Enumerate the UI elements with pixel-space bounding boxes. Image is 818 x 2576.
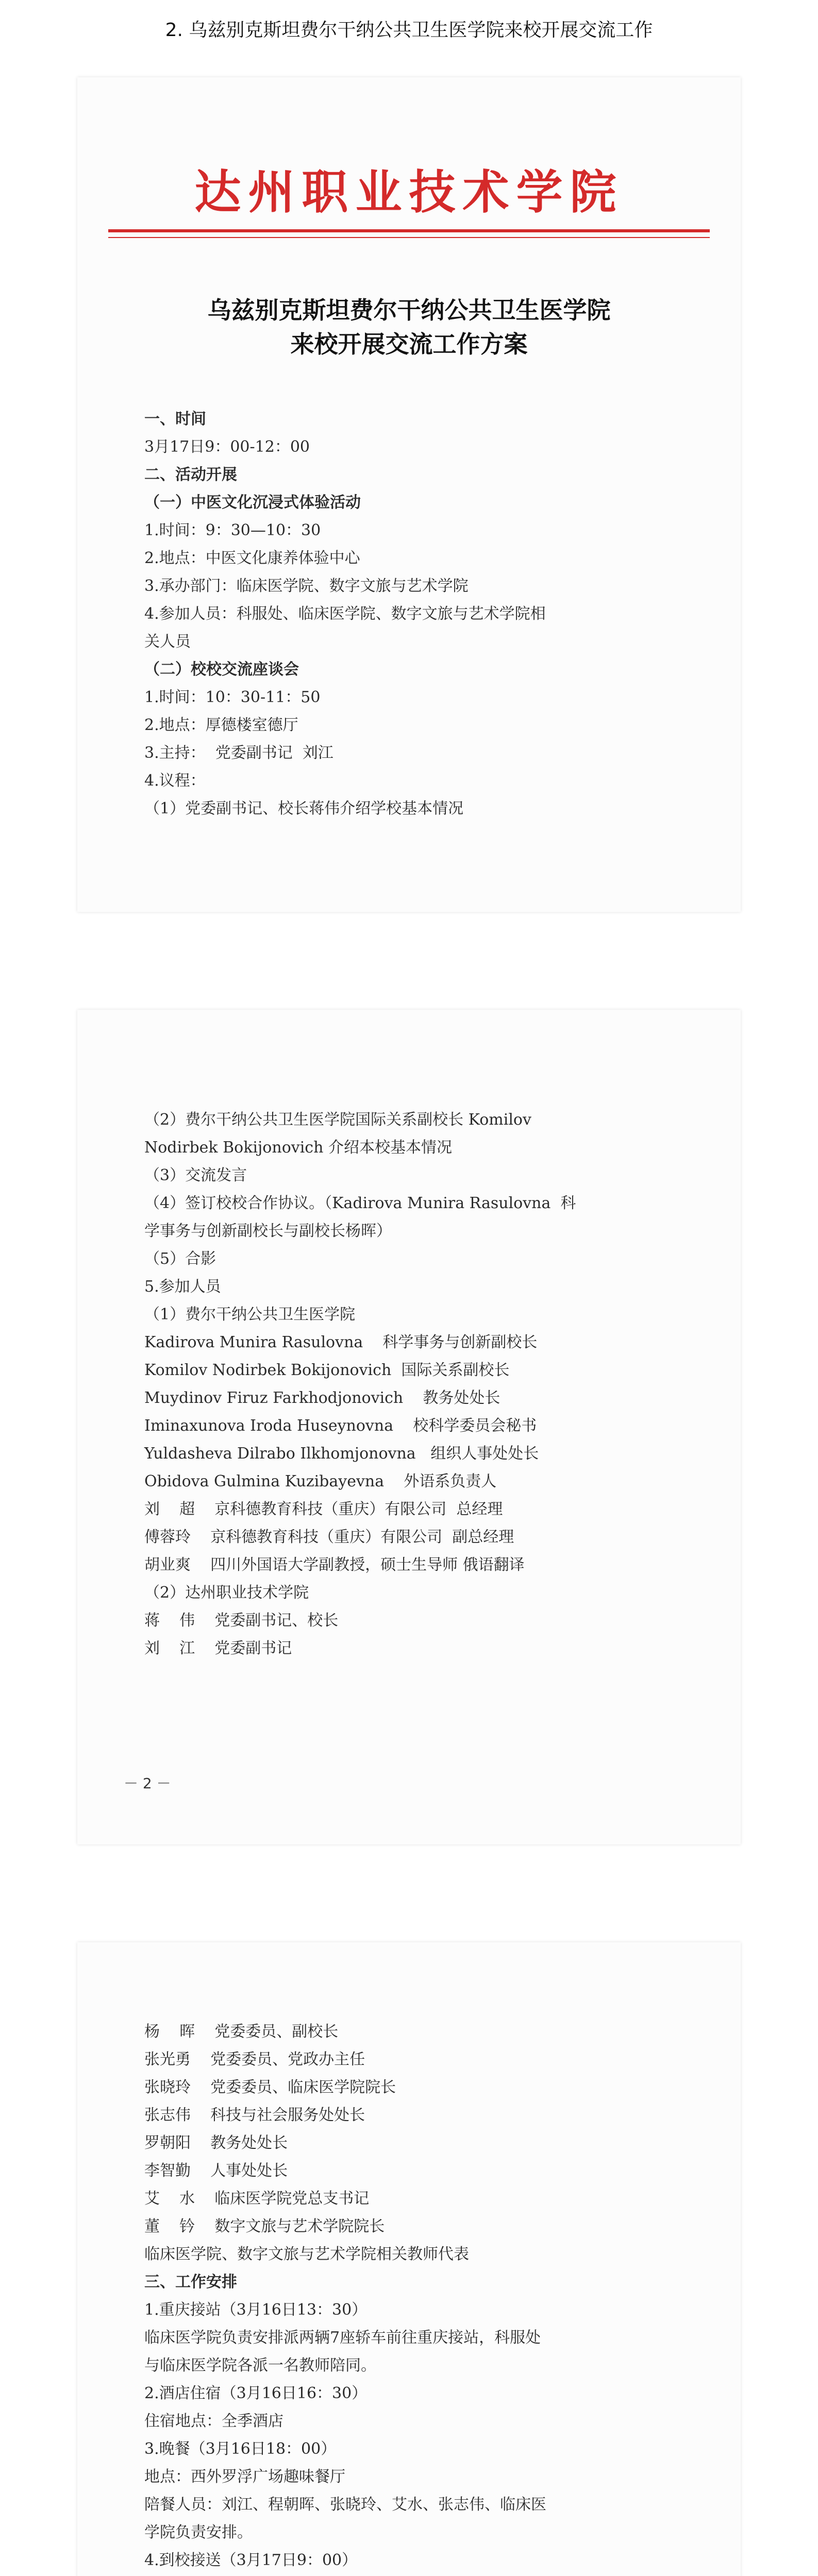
text-line: 1.重庆接站（3月16日13：30） xyxy=(144,2301,368,2319)
text-line: 3.晚餐（3月16日18：00） xyxy=(144,2440,337,2458)
school-letterhead: 达州职业技术学院 xyxy=(194,165,624,219)
text-line: 3.承办部门：临床医学院、数字文旅与艺术学院 xyxy=(144,577,469,595)
text-line: 傅蓉玲 京科德教育科技（重庆）有限公司 副总经理 xyxy=(144,1528,514,1546)
text-line: 张光勇 党委委员、党政办主任 xyxy=(144,2050,365,2069)
text-line: 张志伟 科技与社会服务处处长 xyxy=(144,2106,365,2124)
text-line: 住宿地点：全季酒店 xyxy=(144,2412,283,2430)
document-caption: 2. 乌兹别克斯坦费尔干纳公共卫生医学院来校开展交流工作 xyxy=(165,20,653,41)
text-line: （1）费尔干纳公共卫生医学院 xyxy=(144,1306,356,1324)
text-line: （5）合影 xyxy=(144,1250,216,1268)
document-title-line-1: 乌兹别克斯坦费尔干纳公共卫生医学院 xyxy=(207,296,611,324)
text-line: 与临床医学院各派一名教师陪同。 xyxy=(144,2357,376,2375)
text-line: Yuldasheva Dilrabo Ilkhomjonovna 组织人事处处长 xyxy=(144,1445,539,1463)
text-line: 1.时间：10：30-11：50 xyxy=(144,688,321,706)
text-line: 刘 超 京科德教育科技（重庆）有限公司 总经理 xyxy=(144,1500,503,1518)
letterhead-red-rule xyxy=(108,229,710,232)
text-line: Komilov Nodirbek Bokijonovich 国际关系副校长 xyxy=(144,1361,510,1379)
text-line: 临床医学院负责安排派两辆7座轿车前往重庆接站，科服处 xyxy=(144,2329,541,2347)
letterhead-red-rule-thin xyxy=(108,237,710,238)
text-line: 关人员 xyxy=(144,633,191,651)
text-line: 二、活动开展 xyxy=(144,466,237,484)
page-2-body xyxy=(144,1108,684,1664)
text-line: 临床医学院、数字文旅与艺术学院相关教师代表 xyxy=(144,2245,469,2263)
text-line: 2.地点：厚德楼室德厅 xyxy=(144,716,298,734)
text-line: （1）党委副书记、校长蒋伟介绍学校基本情况 xyxy=(144,800,464,818)
text-line: Muydinov Firuz Farkhodjonovich 教务处处长 xyxy=(144,1389,500,1407)
text-line: Obidova Gulmina Kuzibayevna 外语系负责人 xyxy=(144,1472,497,1490)
text-line: 5.参加人员 xyxy=(144,1278,221,1296)
text-line: 陪餐人员：刘江、程朝晖、张晓玲、艾水、张志伟、临床医 xyxy=(144,2496,546,2514)
text-line: 杨 晖 党委委员、副校长 xyxy=(144,2023,339,2041)
text-line: 蒋 伟 党委副书记、校长 xyxy=(144,1612,339,1630)
document-page-1 xyxy=(77,77,741,912)
page-1-body xyxy=(144,407,684,824)
text-line: 艾 水 临床医学院党总支书记 xyxy=(144,2190,370,2208)
text-line: 罗朝阳 教务处处长 xyxy=(144,2134,288,2152)
text-line: 4.参加人员：科服处、临床医学院、数字文旅与艺术学院相 xyxy=(144,605,546,623)
text-line: 4.议程： xyxy=(144,772,206,790)
text-line: Nodirbek Bokijonovich 介绍本校基本情况 xyxy=(144,1139,452,1157)
text-line: 1.时间：9：30—10：30 xyxy=(144,521,321,539)
page-number: － 2 － xyxy=(124,1775,171,1792)
text-line: 2.地点：中医文化康养体验中心 xyxy=(144,549,360,567)
page-3-body xyxy=(144,2020,684,2576)
text-line: 2.酒店住宿（3月16日16：30） xyxy=(144,2384,368,2402)
text-line: （2）费尔干纳公共卫生医学院国际关系副校长 Komilov xyxy=(144,1111,531,1129)
text-line: 4.到校接送（3月17日9：00） xyxy=(144,2551,358,2569)
text-line: 3.主持： 党委副书记 刘江 xyxy=(144,744,333,762)
text-line: 学事务与创新副校长与副校长杨晖） xyxy=(144,1222,392,1240)
text-line: 胡业爽 四川外国语大学副教授，硕士生导师 俄语翻译 xyxy=(144,1556,525,1574)
text-line: Iminaxunova Iroda Huseynovna 校科学委员会秘书 xyxy=(144,1417,537,1435)
text-line: 地点：西外罗浮广场趣味餐厅 xyxy=(144,2468,345,2486)
text-line: （4）签订校校合作协议。（Kadirova Munira Rasulovna 科 xyxy=(144,1194,576,1212)
text-line: Kadirova Munira Rasulovna 科学事务与创新副校长 xyxy=(144,1333,538,1351)
text-line: （3）交流发言 xyxy=(144,1166,247,1184)
text-line: （2）达州职业技术学院 xyxy=(144,1584,309,1602)
text-line: 董 钤 数字文旅与艺术学院院长 xyxy=(144,2217,385,2235)
text-line: 3月17日9：00-12：00 xyxy=(144,438,310,456)
text-line: 张晓玲 党委委员、临床医学院院长 xyxy=(144,2078,396,2096)
text-line: 学院负责安排。 xyxy=(144,2523,253,2541)
document-page-2 xyxy=(77,1010,741,1844)
text-line: 三、工作安排 xyxy=(144,2273,237,2291)
text-line: （一）中医文化沉浸式体验活动 xyxy=(144,494,361,512)
document-title-line-2: 来校开展交流工作方案 xyxy=(290,330,528,358)
text-line: 刘 江 党委副书记 xyxy=(144,1639,292,1657)
text-line: 李智勤 人事处处长 xyxy=(144,2162,288,2180)
text-line: （二）校校交流座谈会 xyxy=(144,660,299,679)
text-line: 一、时间 xyxy=(144,410,206,428)
document-page-3 xyxy=(77,1942,741,2576)
